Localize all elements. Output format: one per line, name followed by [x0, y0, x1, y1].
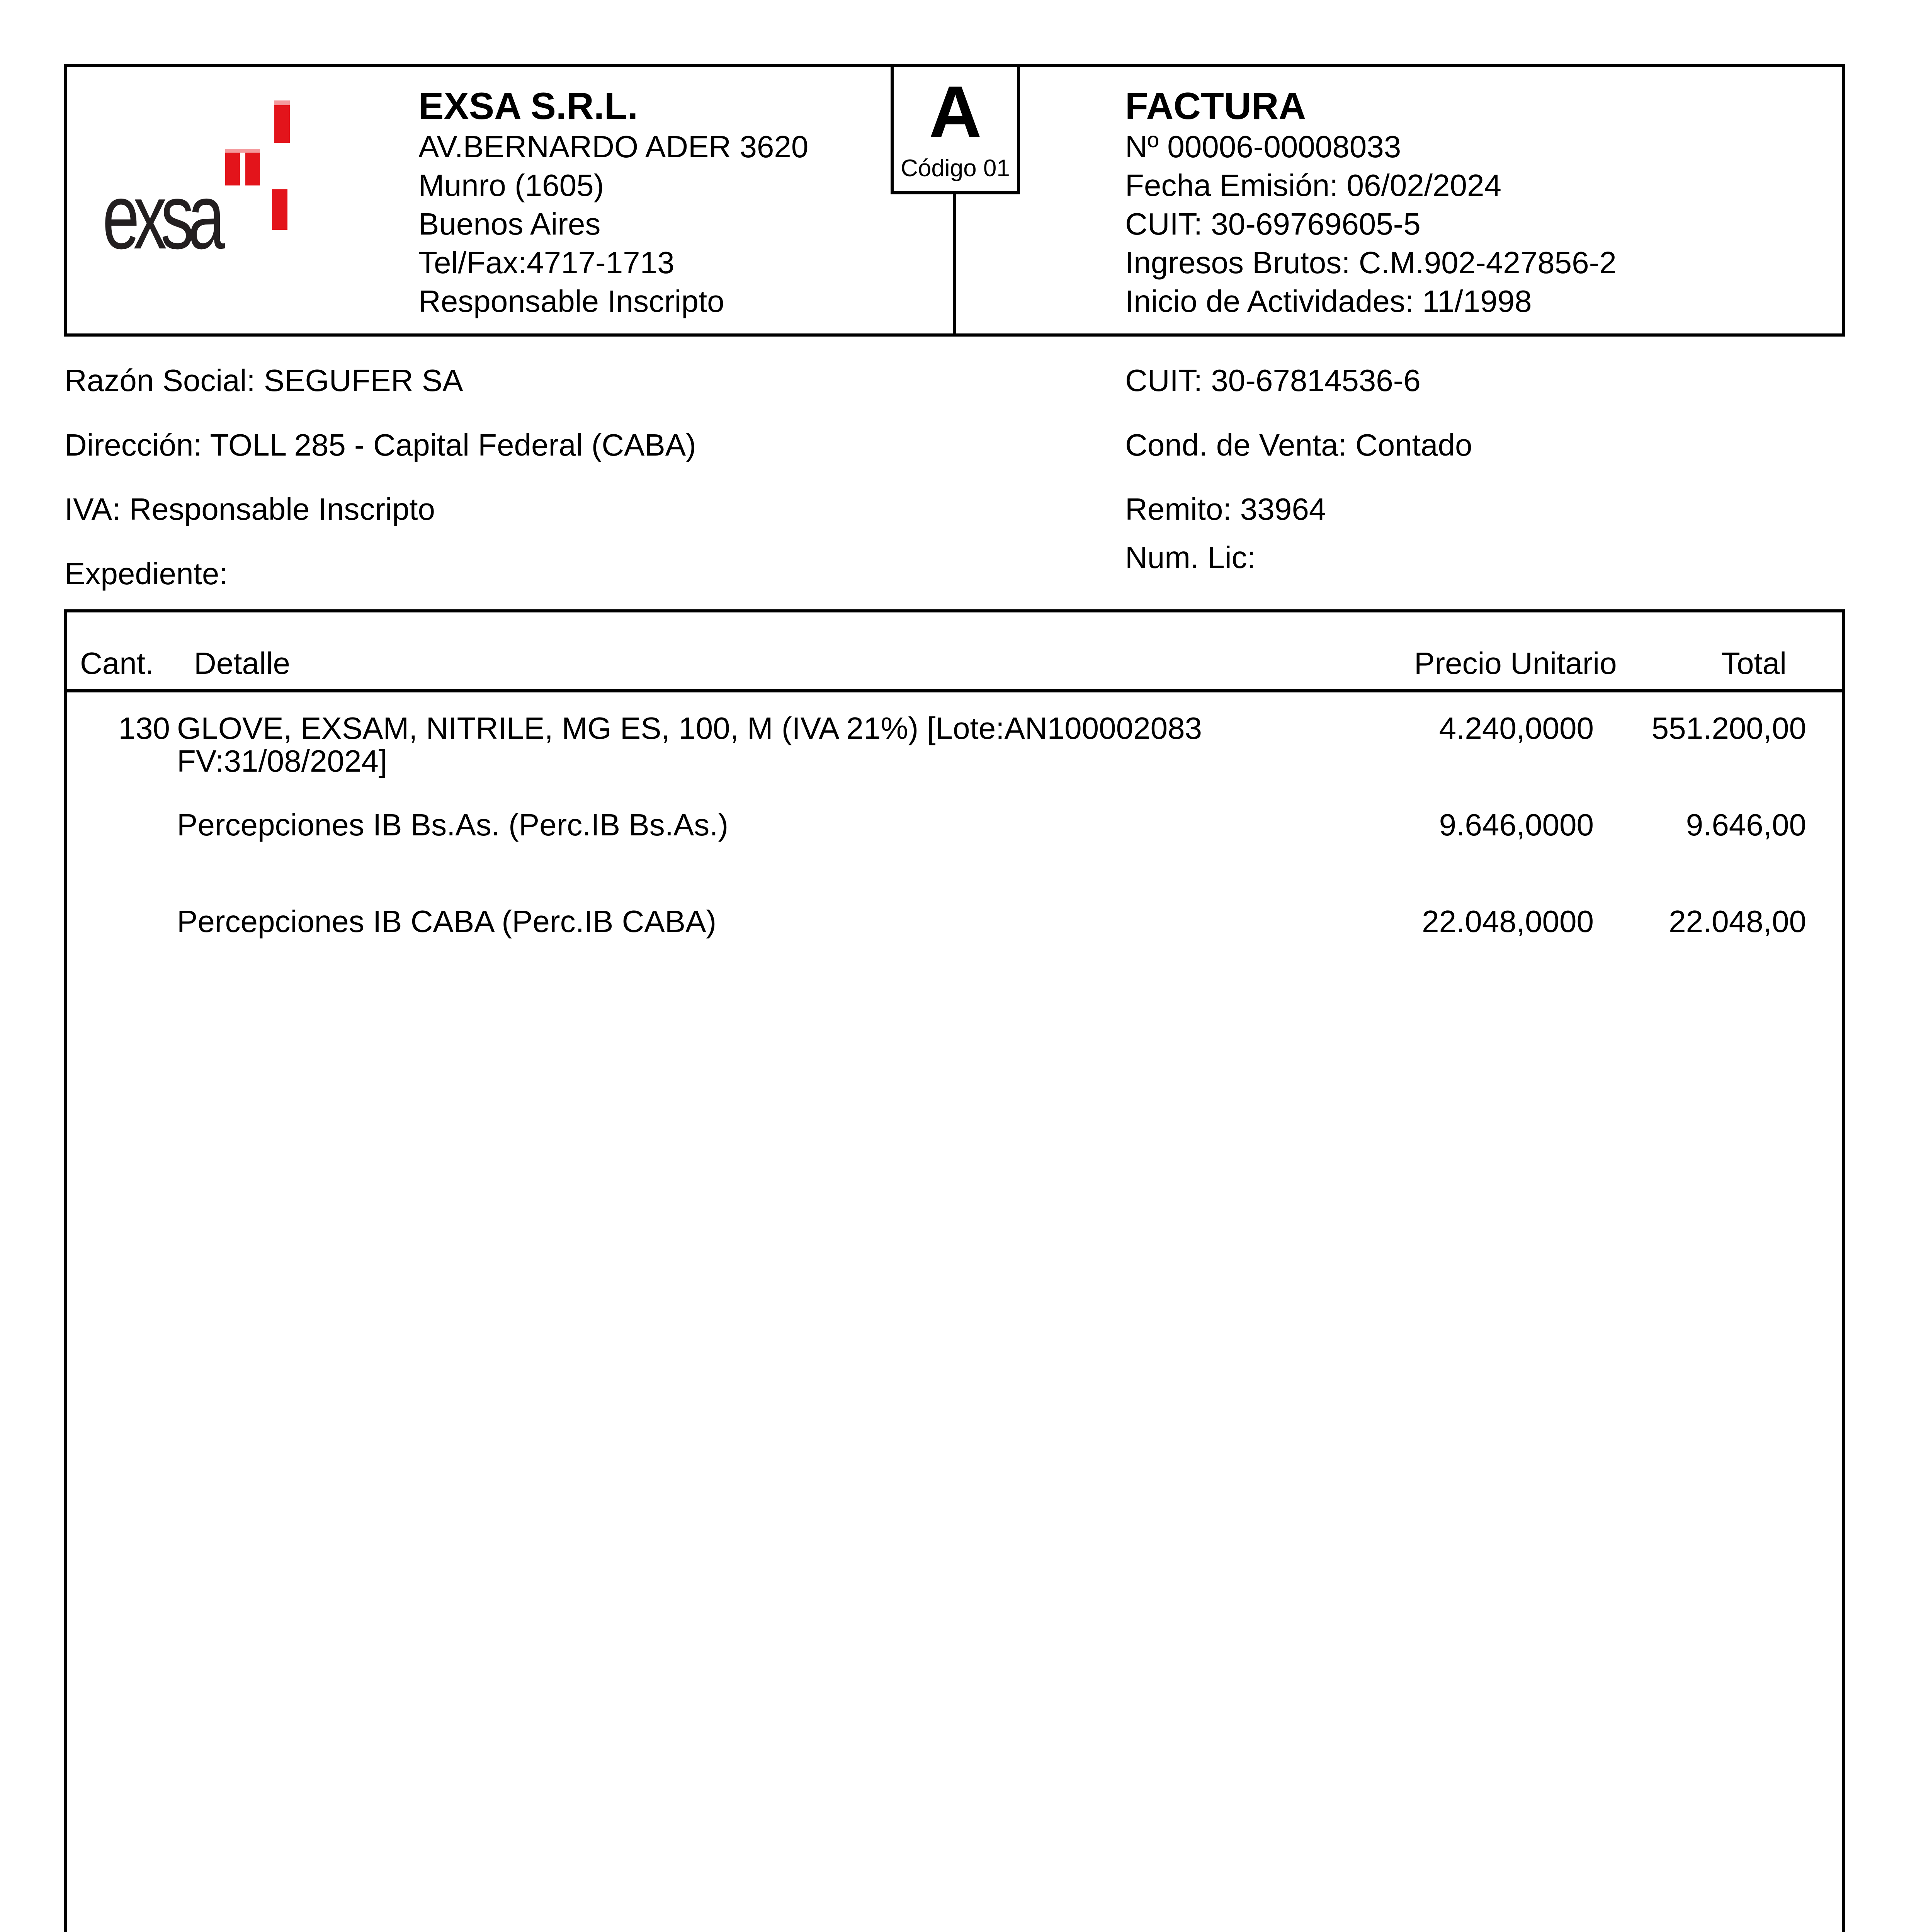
item-total: 551.200,00 — [1651, 711, 1806, 745]
item-qty: 130 — [118, 711, 170, 745]
item-detail-continued: FV:31/08/2024] — [177, 744, 388, 778]
item-detail: Percepciones IB Bs.As. (Perc.IB Bs.As.) — [177, 808, 729, 842]
item-total: 22.048,00 — [1669, 904, 1806, 939]
client-sale-condition: Cond. de Venta: Contado — [1125, 428, 1472, 462]
column-header-unit-price: Precio Unitario — [1414, 646, 1617, 680]
issuer-tax-condition: Responsable Inscripto — [418, 284, 724, 318]
item-detail: Percepciones IB CABA (Perc.IB CABA) — [177, 904, 717, 939]
invoice-code: Código 01 — [901, 155, 1010, 182]
invoice-issue-date: Fecha Emisión: 06/02/2024 — [1125, 168, 1501, 202]
column-header-detail: Detalle — [194, 646, 291, 680]
issuer-phone: Tel/Fax:4717-1713 — [418, 245, 675, 280]
column-header-total: Total — [1721, 646, 1787, 680]
client-iva: IVA: Responsable Inscripto — [65, 492, 435, 526]
issuer-cuit: CUIT: 30-69769605-5 — [1125, 207, 1421, 241]
client-cuit: CUIT: 30-67814536-6 — [1125, 363, 1421, 398]
column-header-qty: Cant. — [80, 646, 154, 680]
client-license-number: Num. Lic: — [1125, 540, 1256, 575]
issuer-province: Buenos Aires — [418, 207, 601, 241]
logo-wordmark: exsa — [102, 165, 219, 268]
items-header-divider — [64, 689, 1845, 692]
invoice-number: Nº 00006-00008033 — [1125, 129, 1401, 164]
invoice-title: FACTURA — [1125, 85, 1306, 127]
item-unit-price: 4.240,0000 — [1439, 711, 1594, 745]
client-delivery-note: Remito: 33964 — [1125, 492, 1326, 526]
item-detail: GLOVE, EXSAM, NITRILE, MG ES, 100, M (IVA 21%) [Lote:AN100002083 — [177, 711, 1202, 745]
client-address: Dirección: TOLL 285 - Capital Federal (CABA) — [65, 428, 696, 462]
item-unit-price: 9.646,0000 — [1439, 808, 1594, 842]
item-total: 9.646,00 — [1686, 808, 1806, 842]
invoice-letter: A — [928, 71, 982, 153]
client-business-name: Razón Social: SEGUFER SA — [65, 363, 463, 398]
issuer-name: EXSA S.R.L. — [418, 85, 638, 127]
issuer-address: AV.BERNARDO ADER 3620 — [418, 129, 809, 164]
item-unit-price: 22.048,0000 — [1422, 904, 1594, 939]
header-divider — [953, 193, 956, 337]
issuer-activity-start: Inicio de Actividades: 11/1998 — [1125, 284, 1532, 318]
issuer-gross-income: Ingresos Brutos: C.M.902-427856-2 — [1125, 245, 1617, 280]
client-file: Expediente: — [65, 556, 228, 591]
issuer-city: Munro (1605) — [418, 168, 604, 202]
